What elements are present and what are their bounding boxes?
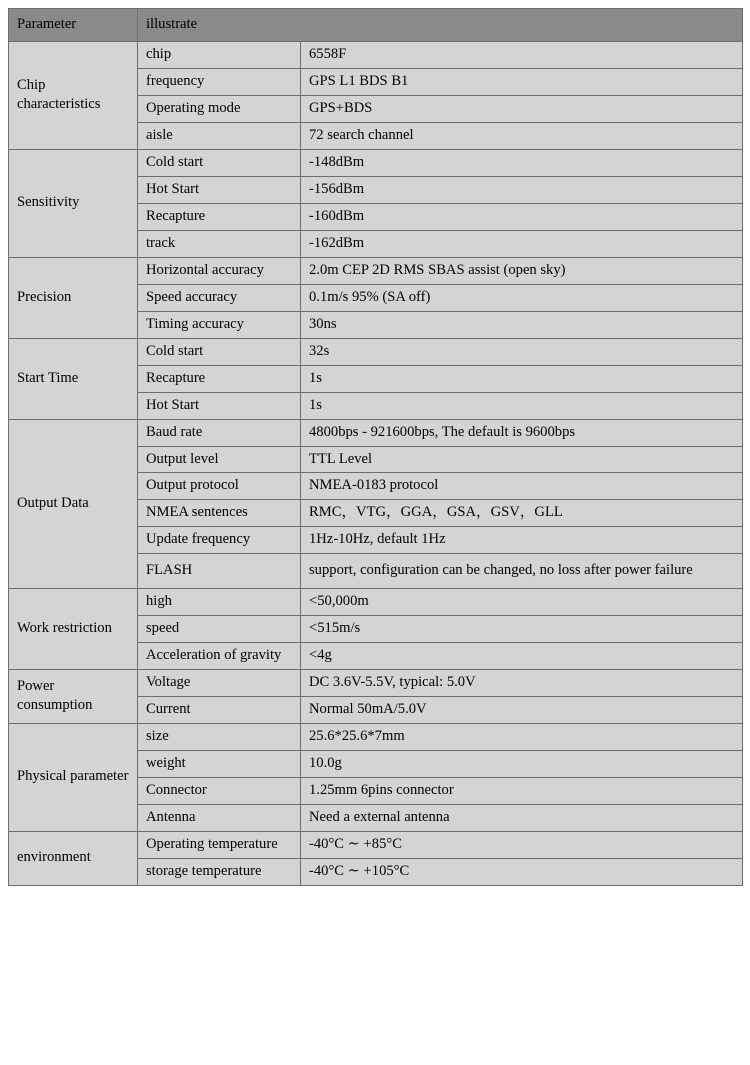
parameter-name-cell: Acceleration of gravity: [138, 642, 301, 669]
parameter-name-cell: Hot Start: [138, 176, 301, 203]
table-row: [9, 588, 743, 615]
parameter-value-cell: 1Hz-10Hz, default 1Hz: [301, 527, 743, 554]
parameter-name-cell: Operating mode: [138, 95, 301, 122]
parameter-name-cell: Baud rate: [138, 419, 301, 446]
parameter-value-cell: 72 search channel: [301, 122, 743, 149]
parameter-group-label: Start Time: [9, 338, 138, 419]
parameter-value-cell: <4g: [301, 642, 743, 669]
parameter-name-cell: Hot Start: [138, 392, 301, 419]
parameter-group-label: Physical parameter: [9, 723, 138, 831]
parameter-name-cell: size: [138, 723, 301, 750]
parameter-value-cell: 2.0m CEP 2D RMS SBAS assist (open sky): [301, 257, 743, 284]
column-header-illustrate: illustrate: [138, 9, 743, 42]
parameter-value-cell: NMEA-0183 protocol: [301, 473, 743, 500]
parameter-value-cell: -40°C ∼ +105°C: [301, 858, 743, 885]
parameter-name-cell: Horizontal accuracy: [138, 257, 301, 284]
table-row: [9, 257, 743, 284]
parameter-value-cell: Normal 50mA/5.0V: [301, 696, 743, 723]
parameter-name-cell: Voltage: [138, 669, 301, 696]
parameter-value-cell: Need a external antenna: [301, 804, 743, 831]
parameter-group-label: Power consumption: [9, 669, 138, 723]
table-row: [9, 669, 743, 696]
parameter-name-cell: Output level: [138, 446, 301, 473]
parameter-name-cell: Cold start: [138, 149, 301, 176]
parameter-value-cell: 1s: [301, 392, 743, 419]
parameter-name-cell: Recapture: [138, 203, 301, 230]
parameter-value-cell: -160dBm: [301, 203, 743, 230]
table-row: [9, 831, 743, 858]
parameter-name-cell: speed: [138, 615, 301, 642]
parameter-name-cell: Antenna: [138, 804, 301, 831]
parameter-value-cell: 0.1m/s 95% (SA off): [301, 284, 743, 311]
parameter-name-cell: chip: [138, 41, 301, 68]
parameter-value-cell: 10.0g: [301, 750, 743, 777]
parameter-name-cell: Connector: [138, 777, 301, 804]
parameter-value-cell: 25.6*25.6*7mm: [301, 723, 743, 750]
table-header: [9, 9, 743, 42]
table-row: [9, 149, 743, 176]
parameter-value-cell: -40°C ∼ +85°C: [301, 831, 743, 858]
parameter-name-cell: FLASH: [138, 554, 301, 589]
parameter-name-cell: NMEA sentences: [138, 500, 301, 527]
parameter-value-cell: 32s: [301, 338, 743, 365]
parameter-name-cell: Timing accuracy: [138, 311, 301, 338]
parameter-value-cell: 1.25mm 6pins connector: [301, 777, 743, 804]
parameter-value-cell: RMC，VTG，GGA，GSA，GSV，GLL: [301, 500, 743, 527]
header-row: [9, 9, 743, 42]
parameter-value-cell: <515m/s: [301, 615, 743, 642]
parameter-value-cell: <50,000m: [301, 588, 743, 615]
parameter-value-cell: 6558F: [301, 41, 743, 68]
parameter-value-cell: -156dBm: [301, 176, 743, 203]
table-row: [9, 419, 743, 446]
column-header-parameter: Parameter: [9, 9, 138, 42]
parameter-value-cell: 4800bps - 921600bps, The default is 9600bps: [301, 419, 743, 446]
parameter-value-cell: GPS L1 BDS B1: [301, 68, 743, 95]
parameter-group-label: Output Data: [9, 419, 138, 588]
parameter-group-label: Work restriction: [9, 588, 138, 669]
parameter-name-cell: Speed accuracy: [138, 284, 301, 311]
parameter-name-cell: Cold start: [138, 338, 301, 365]
parameter-name-cell: track: [138, 230, 301, 257]
parameter-name-cell: Operating temperature: [138, 831, 301, 858]
parameter-value-cell: GPS+BDS: [301, 95, 743, 122]
table-row: [9, 723, 743, 750]
parameter-name-cell: aisle: [138, 122, 301, 149]
parameter-value-cell: support, configuration can be changed, no loss after power failure: [301, 554, 743, 589]
parameter-name-cell: Recapture: [138, 365, 301, 392]
table-body: [9, 41, 743, 885]
parameter-value-cell: -162dBm: [301, 230, 743, 257]
parameter-value-cell: 1s: [301, 365, 743, 392]
parameter-value-cell: 30ns: [301, 311, 743, 338]
parameter-group-label: Precision: [9, 257, 138, 338]
parameter-name-cell: weight: [138, 750, 301, 777]
parameter-name-cell: Current: [138, 696, 301, 723]
parameter-name-cell: high: [138, 588, 301, 615]
parameter-name-cell: frequency: [138, 68, 301, 95]
parameter-group-label: environment: [9, 831, 138, 885]
parameter-group-label: Sensitivity: [9, 149, 138, 257]
parameter-value-cell: -148dBm: [301, 149, 743, 176]
table-row: [9, 338, 743, 365]
parameter-name-cell: Update frequency: [138, 527, 301, 554]
parameter-value-cell: TTL Level: [301, 446, 743, 473]
table-row: [9, 41, 743, 68]
parameter-name-cell: Output protocol: [138, 473, 301, 500]
parameter-group-label: Chip characteristics: [9, 41, 138, 149]
parameter-name-cell: storage temperature: [138, 858, 301, 885]
specification-table: [8, 8, 743, 886]
parameter-value-cell: DC 3.6V-5.5V, typical: 5.0V: [301, 669, 743, 696]
